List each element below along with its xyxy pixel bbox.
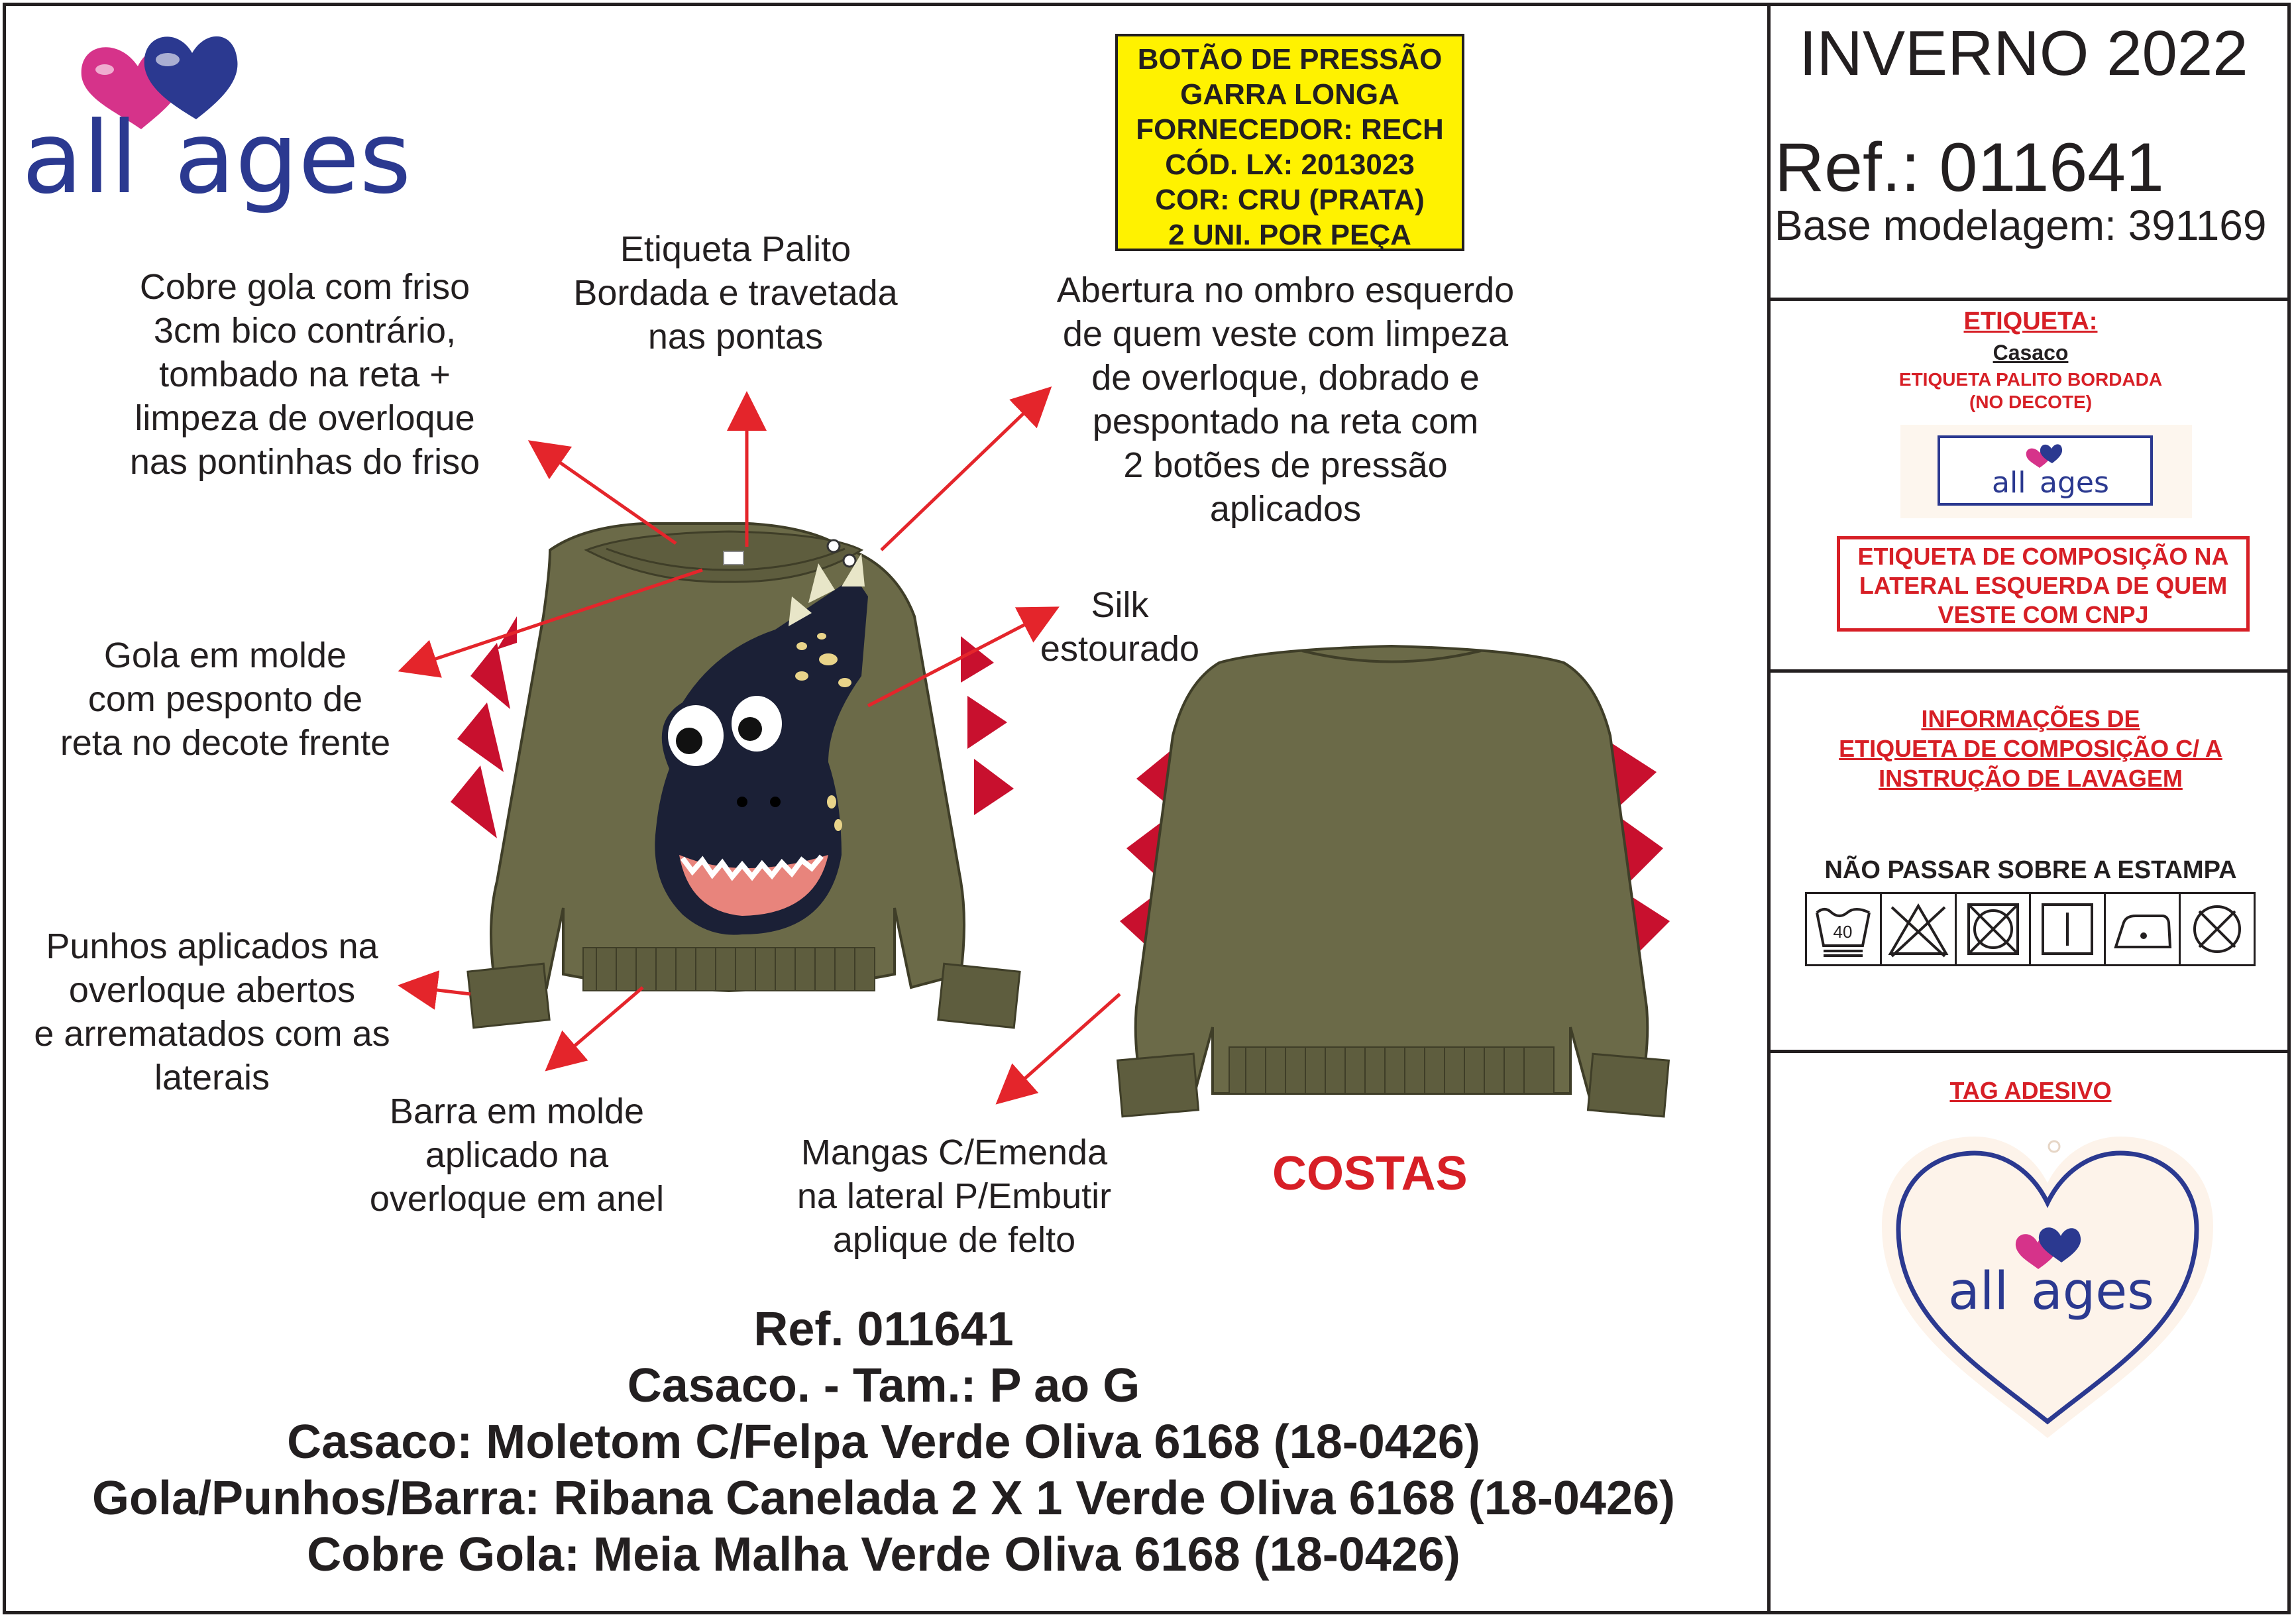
etiqueta-item: Casaco [1993, 341, 2069, 364]
season-title: INVERNO 2022 [1799, 18, 2248, 89]
arrow-silk [868, 610, 1054, 706]
ref-title: Ref.: 011641 [1775, 129, 2164, 206]
tag-wordmark-right: ages [2031, 1262, 2154, 1321]
no-bleach-icon [1882, 894, 1957, 964]
supplier-line: COR: CRU (PRATA) [1155, 184, 1425, 216]
iron-low-icon [2106, 894, 2181, 964]
palito-label-preview [1900, 425, 2192, 518]
base-modelagem: Base modelagem: 391169 [1775, 201, 2267, 249]
supplier-line: 2 UNI. POR PEÇA [1168, 219, 1411, 251]
spec-fabric-collar: Cobre Gola: Meia Malha Verde Oliva 6168 (18-0426) [307, 1528, 1460, 1581]
note-mangas: Mangas C/Emenda na lateral P/Embutir aplique de felto [796, 1133, 1112, 1260]
tag-wordmark-left: all [1948, 1262, 2009, 1321]
note-abertura-ombro: Abertura no ombro esquerdo de quem veste com limpeza de overloque, dobrado e pespontado na reta com 2 botões de pressão aplicados [1056, 270, 1515, 529]
panel-divider [1767, 3, 1771, 1614]
note-silk: Silk estourado [1040, 585, 1200, 669]
info-title: INFORMAÇÕES DE ETIQUETA DE COMPOSIÇÃO C/ A INSTRUÇÃO DE LAVAGEM [1839, 705, 2222, 792]
divider-header [1767, 298, 2291, 301]
svg-text:ages: ages [2040, 466, 2109, 500]
note-gola-molde: Gola em molde com pesponto de reta no decote frente [60, 636, 391, 763]
costas-label: COSTAS [1272, 1147, 1468, 1200]
no-dry-clean-icon [2181, 894, 2254, 964]
arrow-barra [550, 987, 643, 1067]
note-punhos: Punhos aplicados na overloque abertos e arrematados com as laterais [34, 926, 390, 1097]
spec-fabric-body: Casaco: Moletom C/Felpa Verde Oliva 6168 (18-0426) [287, 1416, 1480, 1469]
supplier-line: CÓD. LX: 2013023 [1165, 148, 1415, 181]
supplier-line: BOTÃO DE PRESSÃO [1137, 43, 1443, 76]
svg-text:all: all [1992, 466, 2026, 500]
no-tumble-dry-icon [1957, 894, 2032, 964]
spec-fabric-rib: Gola/Punhos/Barra: Ribana Canelada 2 X 1 Verde Oliva 6168 (18-0426) [91, 1472, 1676, 1525]
etiqueta-title: ETIQUETA: [1963, 307, 2098, 335]
supplier-line: FORNECEDOR: RECH [1136, 113, 1444, 146]
line-dry-icon [2031, 894, 2106, 964]
tag-title: TAG ADESIVO [1949, 1077, 2112, 1104]
svg-text:40: 40 [1833, 922, 1853, 942]
arrow-punhos [404, 986, 470, 994]
arrow-abertura [881, 391, 1047, 550]
heart-tag [1869, 1127, 2226, 1451]
note-etiqueta-palito: Etiqueta Palito Bordada e travetada nas pontas [573, 229, 898, 357]
arrow-cobre-gola [533, 444, 676, 543]
divider-info [1767, 1050, 2291, 1053]
composicao-box: ETIQUETA DE COMPOSIÇÃO NA LATERAL ESQUERDA DE QUEM VESTE COM CNPJ [1837, 536, 2250, 632]
small-brand-logo [1940, 438, 2150, 503]
spec-size: Casaco. - Tam.: P ao G [627, 1359, 1140, 1412]
wash-40-icon [1807, 894, 1882, 964]
etiqueta-desc: ETIQUETA PALITO BORDADA (NO DECOTE) [1898, 369, 2163, 412]
brand-wordmark-right: ages [174, 101, 411, 216]
wash-symbols [1805, 892, 2256, 966]
arrow-mangas [1001, 994, 1120, 1100]
arrow-gola [404, 570, 702, 669]
note-barra: Barra em molde aplicado na overloque em anel [369, 1091, 665, 1219]
brand-wordmark-left: all [22, 101, 138, 216]
supplier-line: GARRA LONGA [1180, 78, 1399, 111]
nao-passar-warning: NÃO PASSAR SOBRE A ESTAMPA [1824, 856, 2237, 884]
divider-etiqueta [1767, 669, 2291, 673]
spec-ref: Ref. 011641 [753, 1303, 1014, 1356]
note-cobre-gola: Cobre gola com friso 3cm bico contrário, tombado na reta + limpeza de overloque nas pontinhas do friso [129, 267, 480, 482]
